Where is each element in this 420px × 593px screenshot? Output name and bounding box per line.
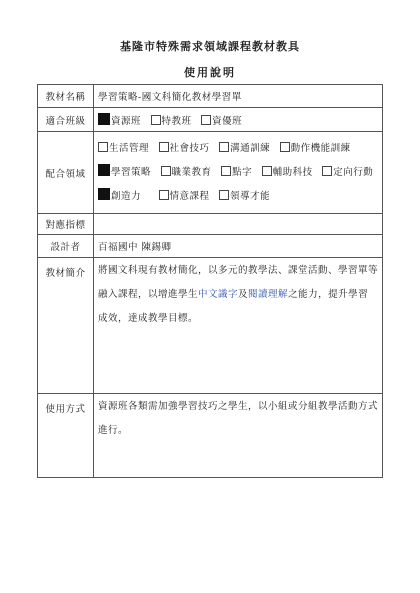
option-vocational[interactable]	[161, 167, 212, 178]
row-designer	[38, 235, 383, 258]
option-motor-training[interactable]	[280, 143, 351, 154]
checkbox-icon	[98, 164, 110, 176]
checkbox-icon	[151, 115, 161, 125]
value-indicator	[94, 214, 383, 235]
option-label: 社會技巧	[169, 142, 210, 154]
intro-paragraph	[98, 258, 378, 331]
checkbox-icon	[159, 190, 169, 200]
option-label: 領導才能	[230, 190, 271, 202]
checkbox-icon	[219, 190, 229, 200]
row-class-type	[38, 108, 383, 132]
option-creativity[interactable]	[98, 191, 141, 202]
label-class-type: 適合班級	[38, 108, 94, 132]
row-indicator	[38, 214, 383, 235]
info-table	[37, 84, 383, 478]
row-intro	[38, 258, 383, 394]
intro-text-mid: 及	[238, 289, 249, 300]
option-label: 動作機能訓練	[290, 142, 351, 154]
option-label: 溝通訓練	[230, 142, 271, 154]
value-designer: 百福國中 陳錫卿	[94, 235, 383, 258]
checkbox-icon	[221, 166, 231, 176]
option-label: 情意課程	[169, 190, 210, 202]
option-braille[interactable]	[221, 167, 252, 178]
option-label: 創造力	[111, 190, 142, 202]
option-resource-class[interactable]	[98, 116, 141, 127]
option-label: 輔助科技	[272, 166, 313, 178]
intro-highlight-literacy: 中文識字	[198, 289, 239, 300]
option-special-class[interactable]	[151, 116, 192, 127]
usage-paragraph: 資源班各類需加強學習技巧之學生，以小組或分組教學活動方式進行。	[98, 401, 379, 436]
document-subtitle: 使用說明	[184, 66, 236, 79]
row-material-name	[38, 85, 383, 108]
option-gifted-class[interactable]	[201, 116, 242, 127]
checkbox-icon	[98, 142, 108, 152]
option-learning-strategy[interactable]	[98, 167, 151, 178]
label-intro: 教材簡介	[38, 258, 94, 394]
domain-line-3	[98, 185, 378, 209]
checkbox-icon	[98, 188, 110, 200]
value-usage	[94, 394, 383, 478]
intro-text-2: 之能力，提升學習成效，達成教學目標。	[98, 289, 369, 324]
option-communication[interactable]	[219, 143, 270, 154]
label-usage: 使用方式	[38, 394, 94, 478]
checkbox-icon	[159, 142, 169, 152]
checkbox-icon	[98, 113, 110, 125]
value-material-name: 學習策略-國文科簡化教材學習單	[94, 85, 383, 108]
option-assistive-tech[interactable]	[262, 167, 313, 178]
option-social-skills[interactable]	[159, 143, 210, 154]
checkbox-icon	[161, 166, 171, 176]
option-label: 特教班	[161, 115, 192, 127]
label-indicator: 對應指標	[38, 214, 94, 235]
option-label: 點字	[232, 166, 253, 178]
checkbox-icon	[219, 142, 229, 152]
option-affective[interactable]	[159, 191, 210, 202]
option-leadership[interactable]	[219, 191, 270, 202]
option-label: 資優班	[212, 115, 243, 127]
row-domain	[38, 132, 383, 214]
intro-text-1: 將國文科現有教材簡化，以多元的教學法、課堂活動、學習單等融入課程，以增進學生	[98, 265, 379, 300]
option-label: 定向行動	[333, 166, 374, 178]
checkbox-icon	[322, 166, 332, 176]
option-label: 職業教育	[171, 166, 212, 178]
domain-line-1	[98, 137, 378, 161]
domain-options	[94, 132, 383, 214]
row-usage	[38, 394, 383, 478]
checkbox-icon	[280, 142, 290, 152]
intro-highlight-reading: 閱讀理解	[248, 289, 289, 300]
option-label: 學習策略	[111, 166, 152, 178]
value-intro	[94, 258, 383, 394]
checkbox-icon	[262, 166, 272, 176]
label-designer: 設計者	[38, 235, 94, 258]
option-life-management[interactable]	[98, 143, 149, 154]
label-material-name: 教材名稱	[38, 85, 94, 108]
option-orientation[interactable]	[322, 167, 373, 178]
checkbox-icon	[201, 115, 211, 125]
label-domain: 配合領域	[38, 132, 94, 214]
option-label: 資源班	[111, 115, 142, 127]
option-label: 生活管理	[109, 142, 150, 154]
domain-line-2	[98, 161, 378, 185]
class-type-options	[94, 108, 383, 132]
document-title: 基隆市特殊需求領域課程教材教具	[120, 40, 300, 53]
